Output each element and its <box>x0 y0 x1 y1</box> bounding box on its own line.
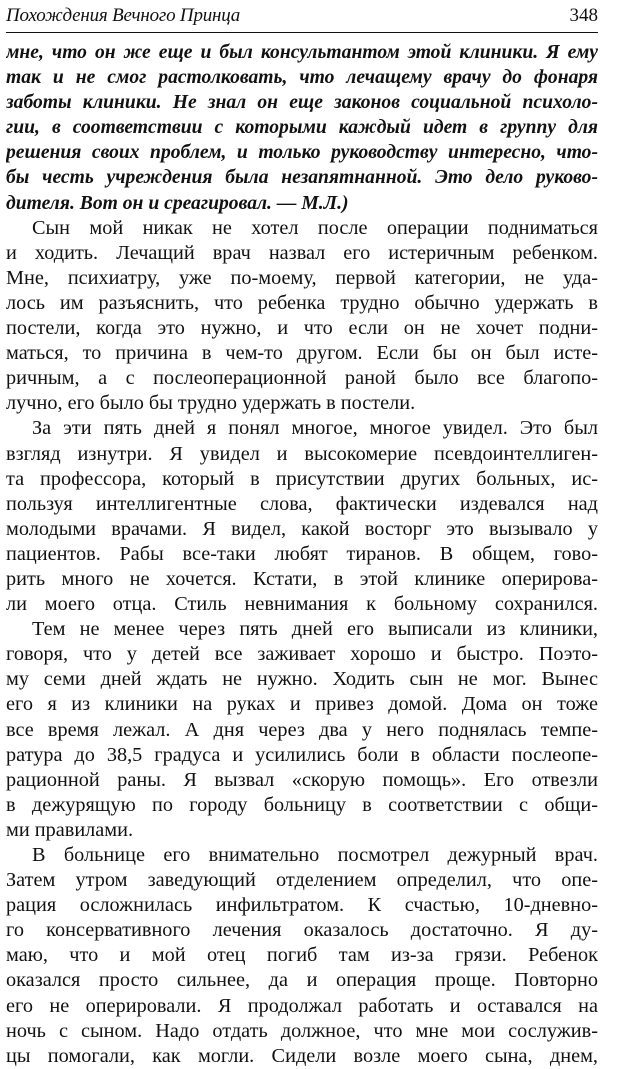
page-header <box>6 2 598 33</box>
text-line: и ходить. Лечащий врач назвал его истеричным ребенком. <box>6 241 598 264</box>
text-line: ли моего отца. Стиль невнимания к больному сохранился. <box>6 593 598 616</box>
text-line: ратура до 38,5 градуса и усилились боли в области послеопе- <box>6 743 598 766</box>
text-line: взгляд изнутри. Я увидел и высокомерие псевдоинтеллиген- <box>6 442 598 465</box>
text-line: Затем утром заведующий отделением определил, что опе- <box>6 869 598 892</box>
text-line: его не оперировали. Я продолжал работать и оставался на <box>6 994 598 1017</box>
text-line: пациентов. Рабы все-таки любят тиранов. В общем, гово- <box>6 542 598 565</box>
text-line: рационной раны. Я вызвал «скорую помощь». Его отвезли <box>6 768 598 791</box>
text-line: мне, что он же еще и был консультантом этой клиники. Я ему <box>6 42 598 63</box>
page-number: 348 <box>569 5 598 26</box>
text-line: В больнице его внимательно посмотрел дежурный врач. <box>32 844 598 866</box>
running-title: Похождения Вечного Принца <box>6 5 241 26</box>
text-line: так и не смог растолковать, что лечащему врачу до фонаря <box>6 67 598 89</box>
body-text <box>6 40 598 1069</box>
text-line: бы честь учреждения была незапятнанной. Это дело руково- <box>6 167 598 189</box>
text-line: За эти пять дней я понял многое, многое увидел. Это был <box>32 417 598 440</box>
text-line: го консервативного лечения оказалось достаточно. Я ду- <box>6 919 598 942</box>
text-line: рить много не хочется. Кстати, в этой клинике оперирова- <box>6 567 598 590</box>
text-line: ночь с сыном. Надо отдать должное, что мне мои сослужив- <box>6 1019 598 1042</box>
text-line: заботы клиники. Не знал он еще законов социальной психоло- <box>6 92 598 114</box>
text-line: Тем не менее через пять дней его выписали из клиники, <box>32 618 598 641</box>
text-line: маться, то причина в чем-то другом. Если бы он был исте- <box>6 342 598 365</box>
text-line: Сын мой никак не хотел после операции подниматься <box>32 216 598 239</box>
text-line: все время лежал. А дня через два у него поднялась темпе- <box>6 718 598 741</box>
text-line: его я из клиники на руках и привез домой. Дома он тоже <box>6 693 598 716</box>
text-line: в дежурящую по городу больницу в соответствии с общи- <box>6 793 598 816</box>
text-line: рация осложнилась инфильтратом. К счастью, 10-дневно- <box>6 894 598 917</box>
text-line: ричным, а с послеоперационной раной было все благопо- <box>6 367 598 390</box>
text-line: решения своих проблем, и только руководству интересно, что- <box>6 142 598 164</box>
text-line: Мне, психиатру, уже по-моему, первой категории, не уда- <box>6 266 598 289</box>
text-line: му семи дней ждать не нужно. Ходить сын не мог. Вынес <box>6 668 598 691</box>
text-line: пользуя интеллигентные слова, фактически издевался над <box>6 492 598 515</box>
text-line: говоря, что у детей все заживает хорошо и быстро. Поэто- <box>6 643 598 666</box>
text-line: оказался просто сильнее, да и операция проще. Повторно <box>6 969 598 992</box>
text-line: дителя. Вот он и среагировал. — М.Л.) <box>6 192 349 214</box>
text-line: цы помогали, как могли. Сидели возле моего сына, днем, <box>6 1044 598 1067</box>
text-line: ми правилами. <box>6 818 134 841</box>
text-line: постели, когда это нужно, и что если он не хочет подни- <box>6 317 598 340</box>
text-line: та профессора, который в присутствии других больных, ис- <box>6 467 598 490</box>
text-line: лось им разъяснить, что ребенка трудно обычно удержать в <box>6 291 598 314</box>
text-line: маю, что и мой отец погиб там из-за грязи. Ребенок <box>6 944 598 967</box>
text-line: гии, в соответствии с которыми каждый идет в группу для <box>6 117 598 139</box>
text-line: лучно, его было бы трудно удержать в постели. <box>6 392 416 415</box>
text-line: молодыми врачами. Я видел, какой восторг это вызывало у <box>6 517 598 540</box>
